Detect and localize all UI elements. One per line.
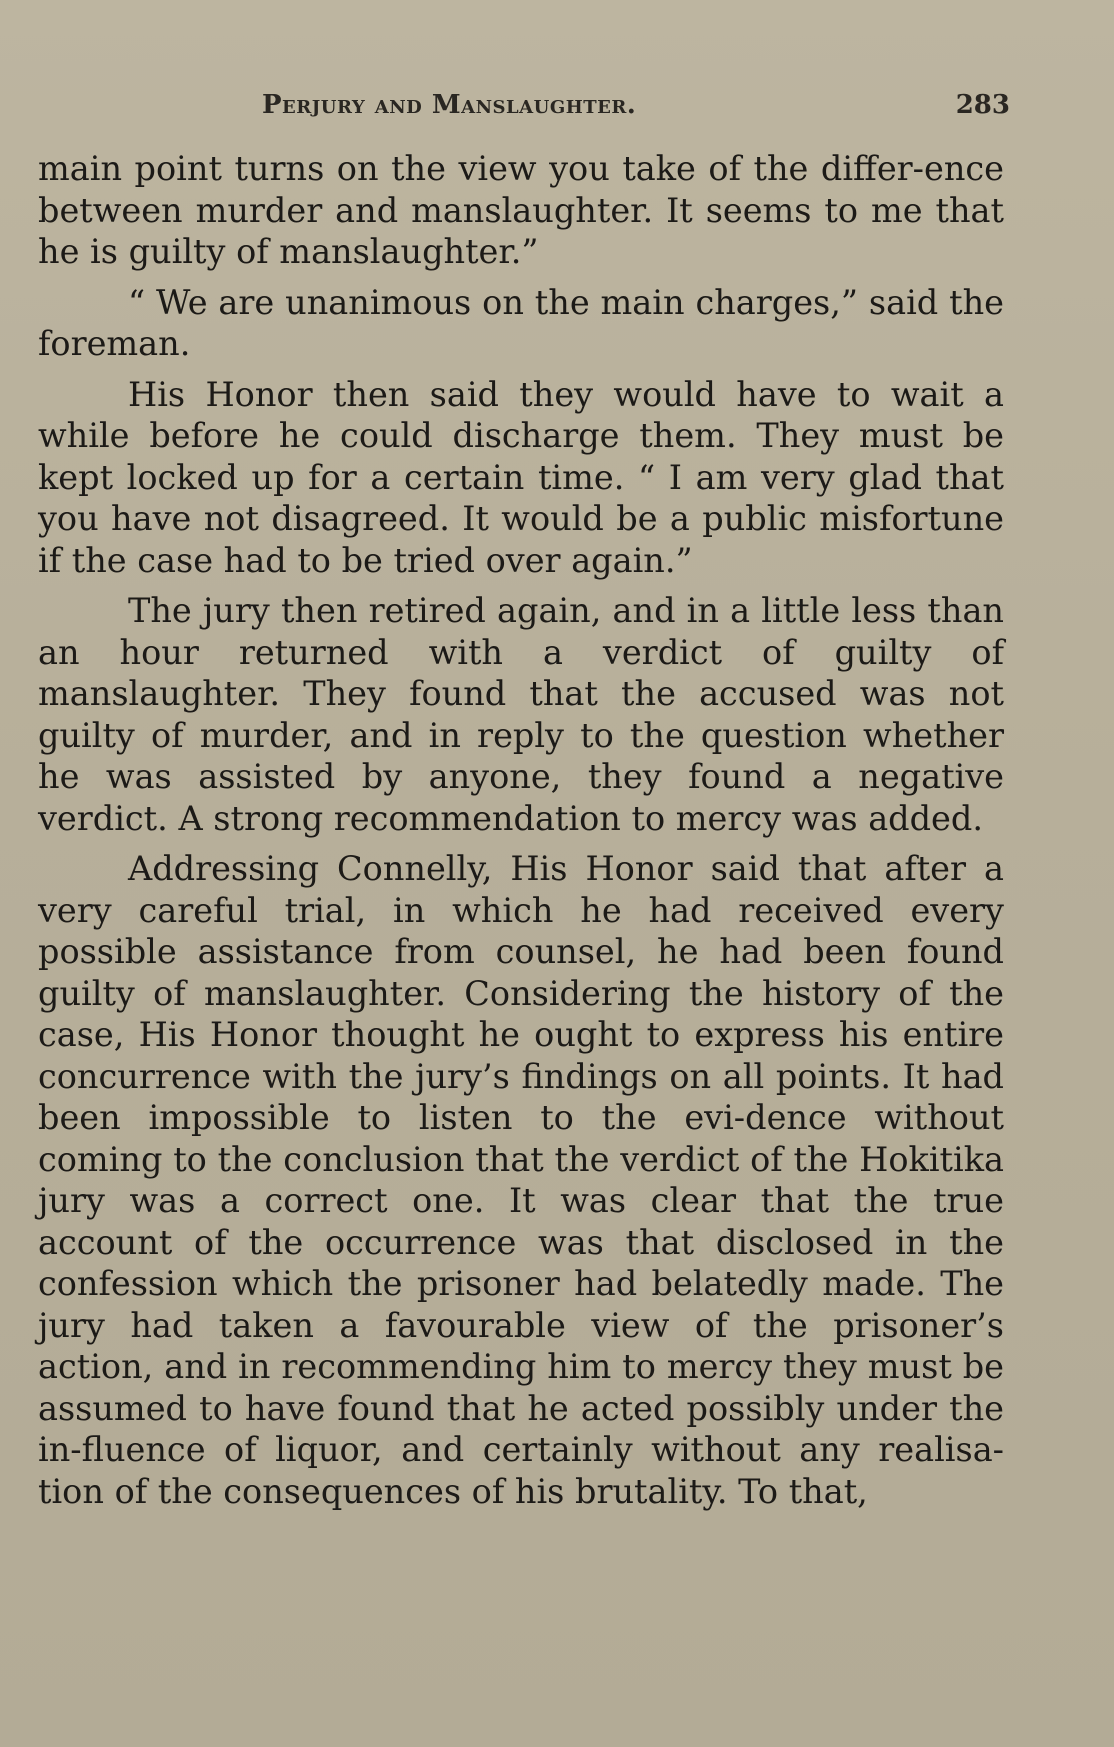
running-title: Perjury and Manslaughter. — [262, 90, 637, 120]
running-head — [40, 90, 1010, 130]
body-text — [38, 148, 1004, 1512]
paragraph-honor-remarks: His Honor then said they would have to wait a while before he could discharge them. They must be kept locked up for a certain time. “ I am very glad that you have not disagreed. It would be a public misfortune if the case had to be tried over again.” — [38, 374, 1004, 580]
paragraph-addressing-connelly: Addressing Connelly, His Honor said that after a very careful trial, in which he had received every possible assistance from counsel, he had been found guilty of manslaughter. Considering the history of the case, His Honor thought he ought to express his entire concurrence with the jury’s findings on all points. It had been impossible to listen to the evi-dence without coming to the conclusion that the verdict of the Hokitika jury was a correct one. It was clear that the true account of the occurrence was that disclosed in the confession which the prisoner had belatedly made. The jury had taken a favourable view of the prisoner’s action, and in recommending him to mercy they must be assumed to have found that he acted possibly under the in-fluence of liquor, and certainly without any realisa-tion of the consequences of his brutality. To that, — [38, 849, 1004, 1511]
paragraph-jury-verdict: The jury then retired again, and in a little less than an hour returned with a verdict of guilty of manslaughter. They found that the accused was not guilty of murder, and in reply to the question whether he was assisted by anyone, they found a negative verdict. A strong recommendation to mercy was added. — [38, 591, 1004, 838]
paragraph-foreman-statement: “ We are unanimous on the main charges,” said the foreman. — [38, 282, 1004, 363]
page-number: 283 — [955, 90, 1010, 120]
paragraph-continued: main point turns on the view you take of the differ-ence between murder and manslaughter. It seems to me that he is guilty of manslaughter.” — [38, 149, 1004, 271]
